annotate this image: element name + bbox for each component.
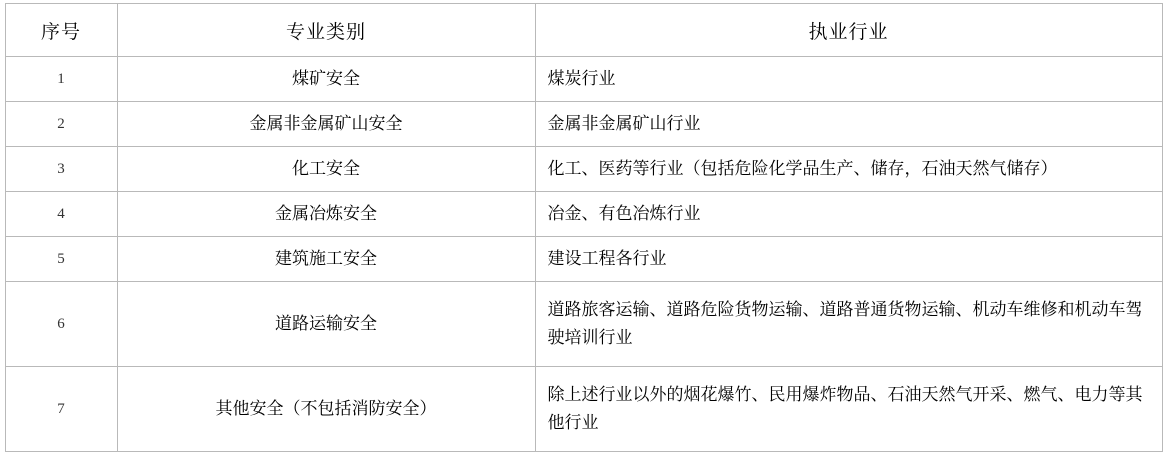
cell-category: 建筑施工安全 (117, 237, 535, 282)
cell-industry: 建设工程各行业 (535, 237, 1162, 282)
cell-index: 4 (5, 192, 117, 237)
table-row (5, 57, 1162, 102)
cell-index: 5 (5, 237, 117, 282)
table-row (5, 367, 1162, 452)
cell-category: 道路运输安全 (117, 282, 535, 367)
table-header-row (5, 4, 1162, 57)
cell-category: 金属非金属矿山安全 (117, 102, 535, 147)
table-row (5, 237, 1162, 282)
column-header-category: 专业类别 (117, 4, 535, 57)
professional-category-table (5, 3, 1163, 452)
cell-industry: 金属非金属矿山行业 (535, 102, 1162, 147)
cell-index: 2 (5, 102, 117, 147)
table-body (5, 57, 1162, 452)
cell-index: 6 (5, 282, 117, 367)
table-row (5, 147, 1162, 192)
table-row (5, 102, 1162, 147)
cell-category: 化工安全 (117, 147, 535, 192)
table-row (5, 192, 1162, 237)
cell-industry: 道路旅客运输、道路危险货物运输、道路普通货物运输、机动车维修和机动车驾驶培训行业 (535, 282, 1162, 367)
cell-category: 其他安全（不包括消防安全） (117, 367, 535, 452)
cell-index: 1 (5, 57, 117, 102)
cell-index: 7 (5, 367, 117, 452)
table-row (5, 282, 1162, 367)
cell-industry: 煤炭行业 (535, 57, 1162, 102)
cell-industry: 化工、医药等行业（包括危险化学品生产、储存，石油天然气储存） (535, 147, 1162, 192)
cell-category: 金属冶炼安全 (117, 192, 535, 237)
column-header-industry: 执业行业 (535, 4, 1162, 57)
cell-category: 煤矿安全 (117, 57, 535, 102)
cell-index: 3 (5, 147, 117, 192)
table-header (5, 4, 1162, 57)
cell-industry: 除上述行业以外的烟花爆竹、民用爆炸物品、石油天然气开采、燃气、电力等其他行业 (535, 367, 1162, 452)
column-header-index: 序号 (5, 4, 117, 57)
cell-industry: 冶金、有色冶炼行业 (535, 192, 1162, 237)
